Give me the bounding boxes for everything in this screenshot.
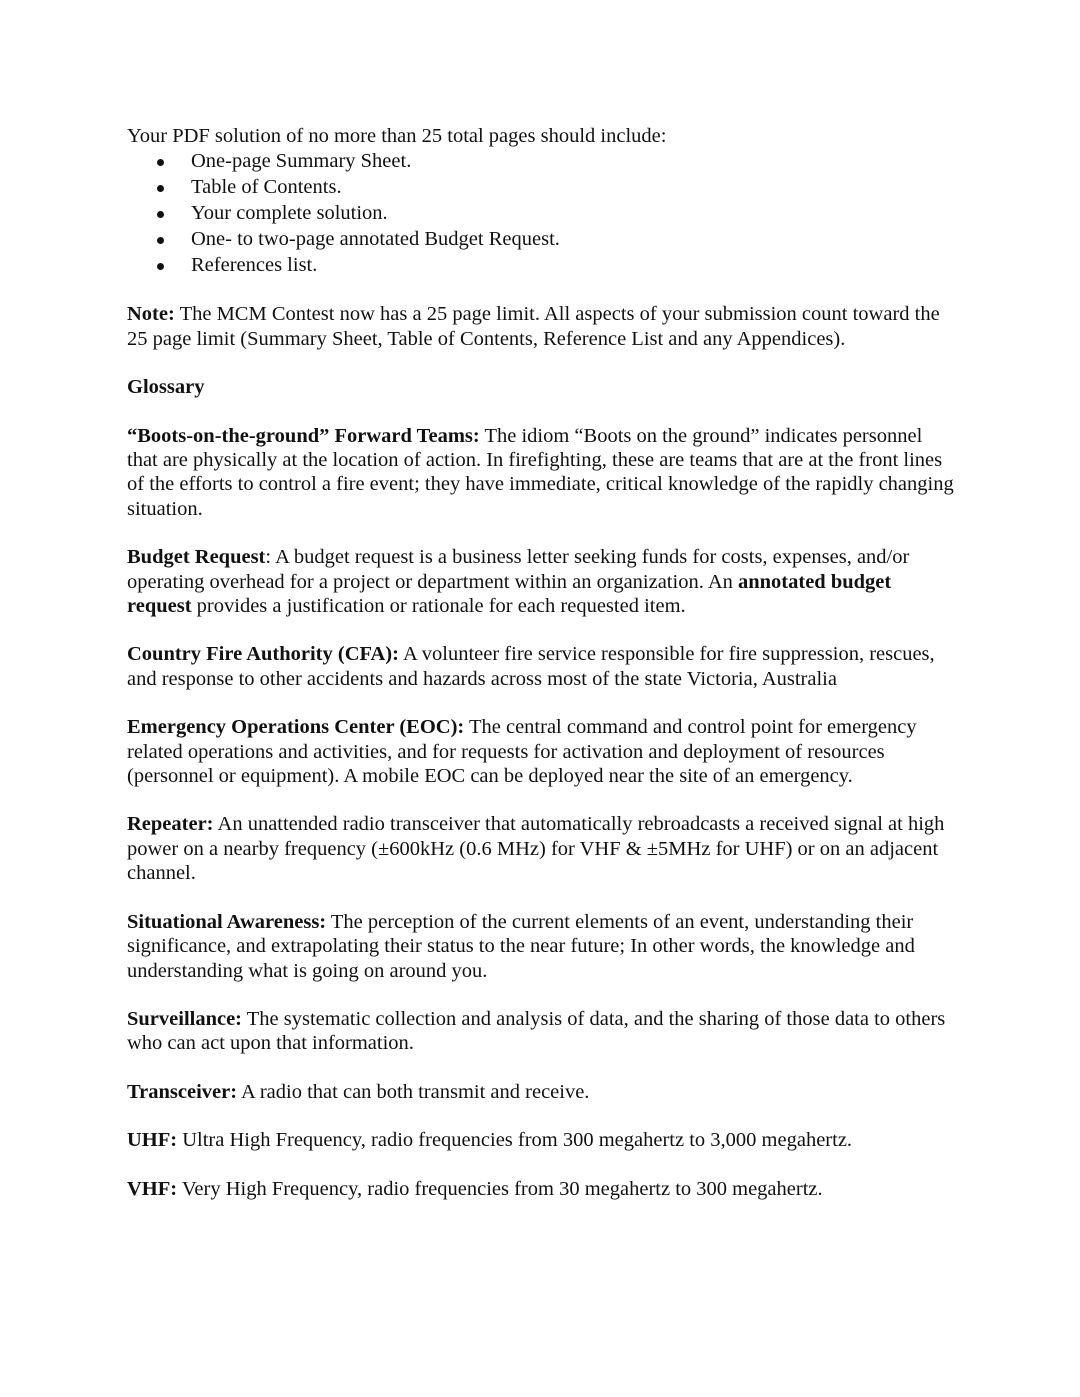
bullet-icon: [157, 185, 164, 192]
glossary-definition: The idiom “Boots on the ground” indicates personnel that are physically at the location of action. In firefighting, these are teams that are at the front lines of the efforts to control a fire event; they have immediate, critical knowledge of the rapidly changing situation.: [127, 424, 954, 520]
glossary-emphasis: annotated budget request: [127, 570, 892, 618]
glossary-heading: Glossary: [127, 376, 205, 399]
glossary-term: Transceiver:: [127, 1080, 238, 1103]
note-text: The MCM Contest now has a 25 page limit. All aspects of your submission count toward the 25 page limit (Summary Sheet, Table of Contents, Reference List and any Appendices).: [127, 303, 940, 350]
glossary-entry-eoc: [127, 715, 957, 788]
list-item: [127, 175, 957, 201]
list-item-text: One- to two-page annotated Budget Request.: [191, 227, 560, 250]
note-paragraph: [127, 302, 957, 351]
glossary-definition: Very High Frequency, radio frequencies from 30 megahertz to 300 megahertz.: [177, 1177, 823, 1200]
list-item: [127, 149, 957, 175]
glossary-term: Emergency Operations Center (EOC):: [127, 716, 465, 739]
glossary-entry-uhf: [127, 1128, 957, 1152]
glossary-entry-transceiver: [127, 1080, 957, 1104]
glossary-entry-repeater: [127, 812, 957, 885]
glossary-term: Surveillance:: [127, 1007, 243, 1030]
list-item: [127, 201, 957, 227]
list-item-text: One-page Summary Sheet.: [191, 150, 412, 173]
glossary-definition: The systematic collection and analysis of data, and the sharing of those data to others who can act upon that information.: [127, 1007, 946, 1055]
bullet-icon: [157, 237, 164, 244]
glossary-term: “Boots-on-the-ground” Forward Teams:: [127, 424, 480, 447]
document-page: [127, 124, 957, 1201]
glossary-term: Repeater:: [127, 813, 214, 836]
glossary-definition: The central command and control point for emergency related operations and activities, and for requests for activation and deployment of resources (personnel or equipment). A mobile EOC can be deployed near the site of an emergency.: [127, 716, 917, 788]
glossary-entry-boots: [127, 424, 957, 522]
glossary-entry-cfa: [127, 642, 957, 691]
requirements-list: [127, 149, 957, 278]
glossary-term: VHF:: [127, 1177, 178, 1200]
glossary-definition: A volunteer fire service responsible for fire suppression, rescues, and response to other accidents and hazards across most of the state Victoria, Australia: [127, 643, 935, 690]
glossary-definition: provides a justification or rationale for each requested item.: [191, 595, 686, 618]
list-item: [127, 227, 957, 253]
list-item-text: Your complete solution.: [191, 202, 388, 224]
glossary-definition: : A budget request is a business letter seeking funds for costs, expenses, and/or operating overhead for a project or department within an organization. An: [127, 546, 910, 593]
glossary-entry-budget-request: [127, 545, 957, 618]
glossary-definition: Ultra High Frequency, radio frequencies from 300 megahertz to 3,000 megahertz.: [177, 1129, 853, 1152]
list-item-text: References list.: [191, 253, 318, 276]
glossary-entry-surveillance: [127, 1007, 957, 1056]
glossary-term: Situational Awareness:: [127, 910, 327, 933]
glossary-term: UHF:: [127, 1129, 178, 1152]
intro-text: Your PDF solution of no more than 25 total pages should include:: [127, 125, 667, 147]
list-item-text: Table of Contents.: [191, 176, 342, 199]
glossary-definition: A radio that can both transmit and receive.: [237, 1080, 590, 1103]
bullet-icon: [157, 211, 164, 218]
glossary-term: Country Fire Authority (CFA):: [127, 643, 399, 666]
glossary-entry-situational-awareness: [127, 910, 957, 983]
glossary-term: Budget Request: [127, 546, 266, 569]
list-item: [127, 253, 957, 279]
glossary-entry-vhf: [127, 1177, 957, 1201]
glossary-definition: An unattended radio transceiver that automatically rebroadcasts a received signal at high power on a nearby frequency (±600kHz (0.6 MHz) for VHF & ±5MHz for UHF) or on an adjacent channel.: [127, 813, 945, 885]
bullet-icon: [157, 159, 164, 166]
note-label: Note:: [127, 303, 175, 326]
bullet-icon: [157, 263, 164, 270]
glossary-definition: The perception of the current elements of an event, understanding their significance, and extrapolating their status to the near future; In other words, the knowledge and understanding what is going on around you.: [127, 910, 915, 982]
